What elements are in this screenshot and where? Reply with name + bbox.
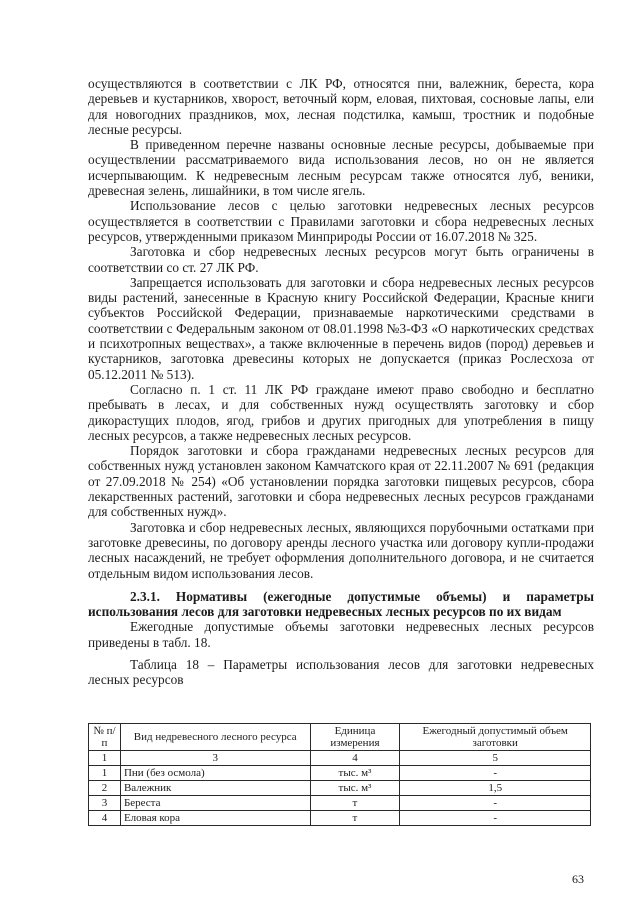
table-header-cell: Вид недревесного лесного ресурса bbox=[120, 724, 310, 751]
paragraph: Запрещается использовать для заготовки и сбора недревесных лесных ресурсов виды растений, занесенные в Красную книгу Российской Федерации, Красные книги субъектов Российской Федерации, признаваемые наркотическими средствами в соответствии с Федеральным законом от 08.01.1998 №3-ФЗ «О наркотических средствах и психотропных веществах», а также включенные в перечень видов (пород) деревьев и кустарников, заготовка древесины которых не допускается (приказ Рослесхоза от 05.12.2011 № 513). bbox=[88, 274, 594, 382]
body-text bbox=[88, 76, 594, 688]
table-cell: тыс. м³ bbox=[310, 766, 400, 781]
table-cell: - bbox=[400, 796, 591, 811]
table-row bbox=[89, 811, 591, 826]
table-cell: Пни (без осмола) bbox=[120, 766, 310, 781]
paragraph: Использование лесов с целью заготовки недревесных лесных ресурсов осуществляется в соответствии с Правилами заготовки и сбора недревесных лесных ресурсов, утвержденными приказом Минприроды России от 16.07.2018 № 325. bbox=[88, 198, 594, 244]
table-cell: - bbox=[400, 811, 591, 826]
section-intro: Ежегодные допустимые объемы заготовки недревесных лесных ресурсов приведены в табл. 18. bbox=[88, 619, 594, 650]
table-cell: 3 bbox=[120, 751, 310, 766]
table-numbering-row bbox=[89, 751, 591, 766]
table-cell: тыс. м³ bbox=[310, 781, 400, 796]
section-heading: 2.3.1. Нормативы (ежегодные допустимые объемы) и параметры использования лесов для заготовки недревесных лесных ресурсов по их видам bbox=[88, 588, 594, 620]
table-header-cell: Единица измерения bbox=[310, 724, 400, 751]
table-header-cell: Ежегодный допустимый объем заготовки bbox=[400, 724, 591, 751]
table-row bbox=[89, 781, 591, 796]
table-cell: 4 bbox=[310, 751, 400, 766]
table-cell: т bbox=[310, 811, 400, 826]
table-cell: 4 bbox=[89, 811, 121, 826]
table-cell: 3 bbox=[89, 796, 121, 811]
table-cell: - bbox=[400, 766, 591, 781]
table-cell: Еловая кора bbox=[120, 811, 310, 826]
table-cell: Валежник bbox=[120, 781, 310, 796]
paragraph: Согласно п. 1 ст. 11 ЛК РФ граждане имеют право свободно и бесплатно пребывать в лесах, и для собственных нужд осуществлять заготовку и сбор дикорастущих плодов, ягод, грибов и других пригодных для употребления в пищу лесных ресурсов, а также недревесных лесных ресурсов. bbox=[88, 381, 594, 443]
paragraph: Порядок заготовки и сбора гражданами недревесных лесных ресурсов для собственных нужд установлен законом Камчатского края от 22.11.2007 № 691 (редакция от 27.09.2018 № 254) «Об установлении порядка заготовки пищевых ресурсов, сбора лекарственных растений, заготовки и сбора недревесных лесных ресурсов гражданами для собственных нужд». bbox=[88, 443, 594, 520]
table-cell: 2 bbox=[89, 781, 121, 796]
table-caption: Таблица 18 – Параметры использования лесов для заготовки недревесных лесных ресурсов bbox=[88, 656, 594, 688]
table-cell: 1 bbox=[89, 766, 121, 781]
table-row bbox=[89, 766, 591, 781]
paragraph: Заготовка и сбор недревесных лесных, являющихся порубочными остатками при заготовке древесины, по договору аренды лесного участка или договору купли-продажи лесных насаждений, не требует оформления дополнительного договора, и не считается отдельным видом использования лесов. bbox=[88, 519, 594, 581]
table-cell: 1,5 bbox=[400, 781, 591, 796]
table-cell: Береста bbox=[120, 796, 310, 811]
table-cell: 1 bbox=[89, 751, 121, 766]
table-header-cell: № п/п bbox=[89, 724, 121, 751]
paragraph: В приведенном перечне названы основные лесные ресурсы, добываемые при осуществлении рассматриваемого вида использования лесов, но он не является исчерпывающим. К недревесным лесным ресурсам также относятся луб, веники, древесная зелень, лишайники, в том числе ягель. bbox=[88, 137, 594, 199]
table-header-row bbox=[89, 724, 591, 751]
paragraph: осуществляются в соответствии с ЛК РФ, относятся пни, валежник, береста, кора деревьев и кустарников, хворост, веточный корм, еловая, пихтовая, сосновые лапы, ели для новогодних праздников, мох, лесная подстилка, камыш, тростник и подобные лесные ресурсы. bbox=[88, 76, 594, 137]
resources-table bbox=[88, 723, 591, 826]
page-number: 63 bbox=[572, 872, 584, 886]
table-cell: т bbox=[310, 796, 400, 811]
table-cell: 5 bbox=[400, 751, 591, 766]
paragraph: Заготовка и сбор недревесных лесных ресурсов могут быть ограничены в соответствии со ст. 27 ЛК РФ. bbox=[88, 244, 594, 275]
table-row bbox=[89, 796, 591, 811]
